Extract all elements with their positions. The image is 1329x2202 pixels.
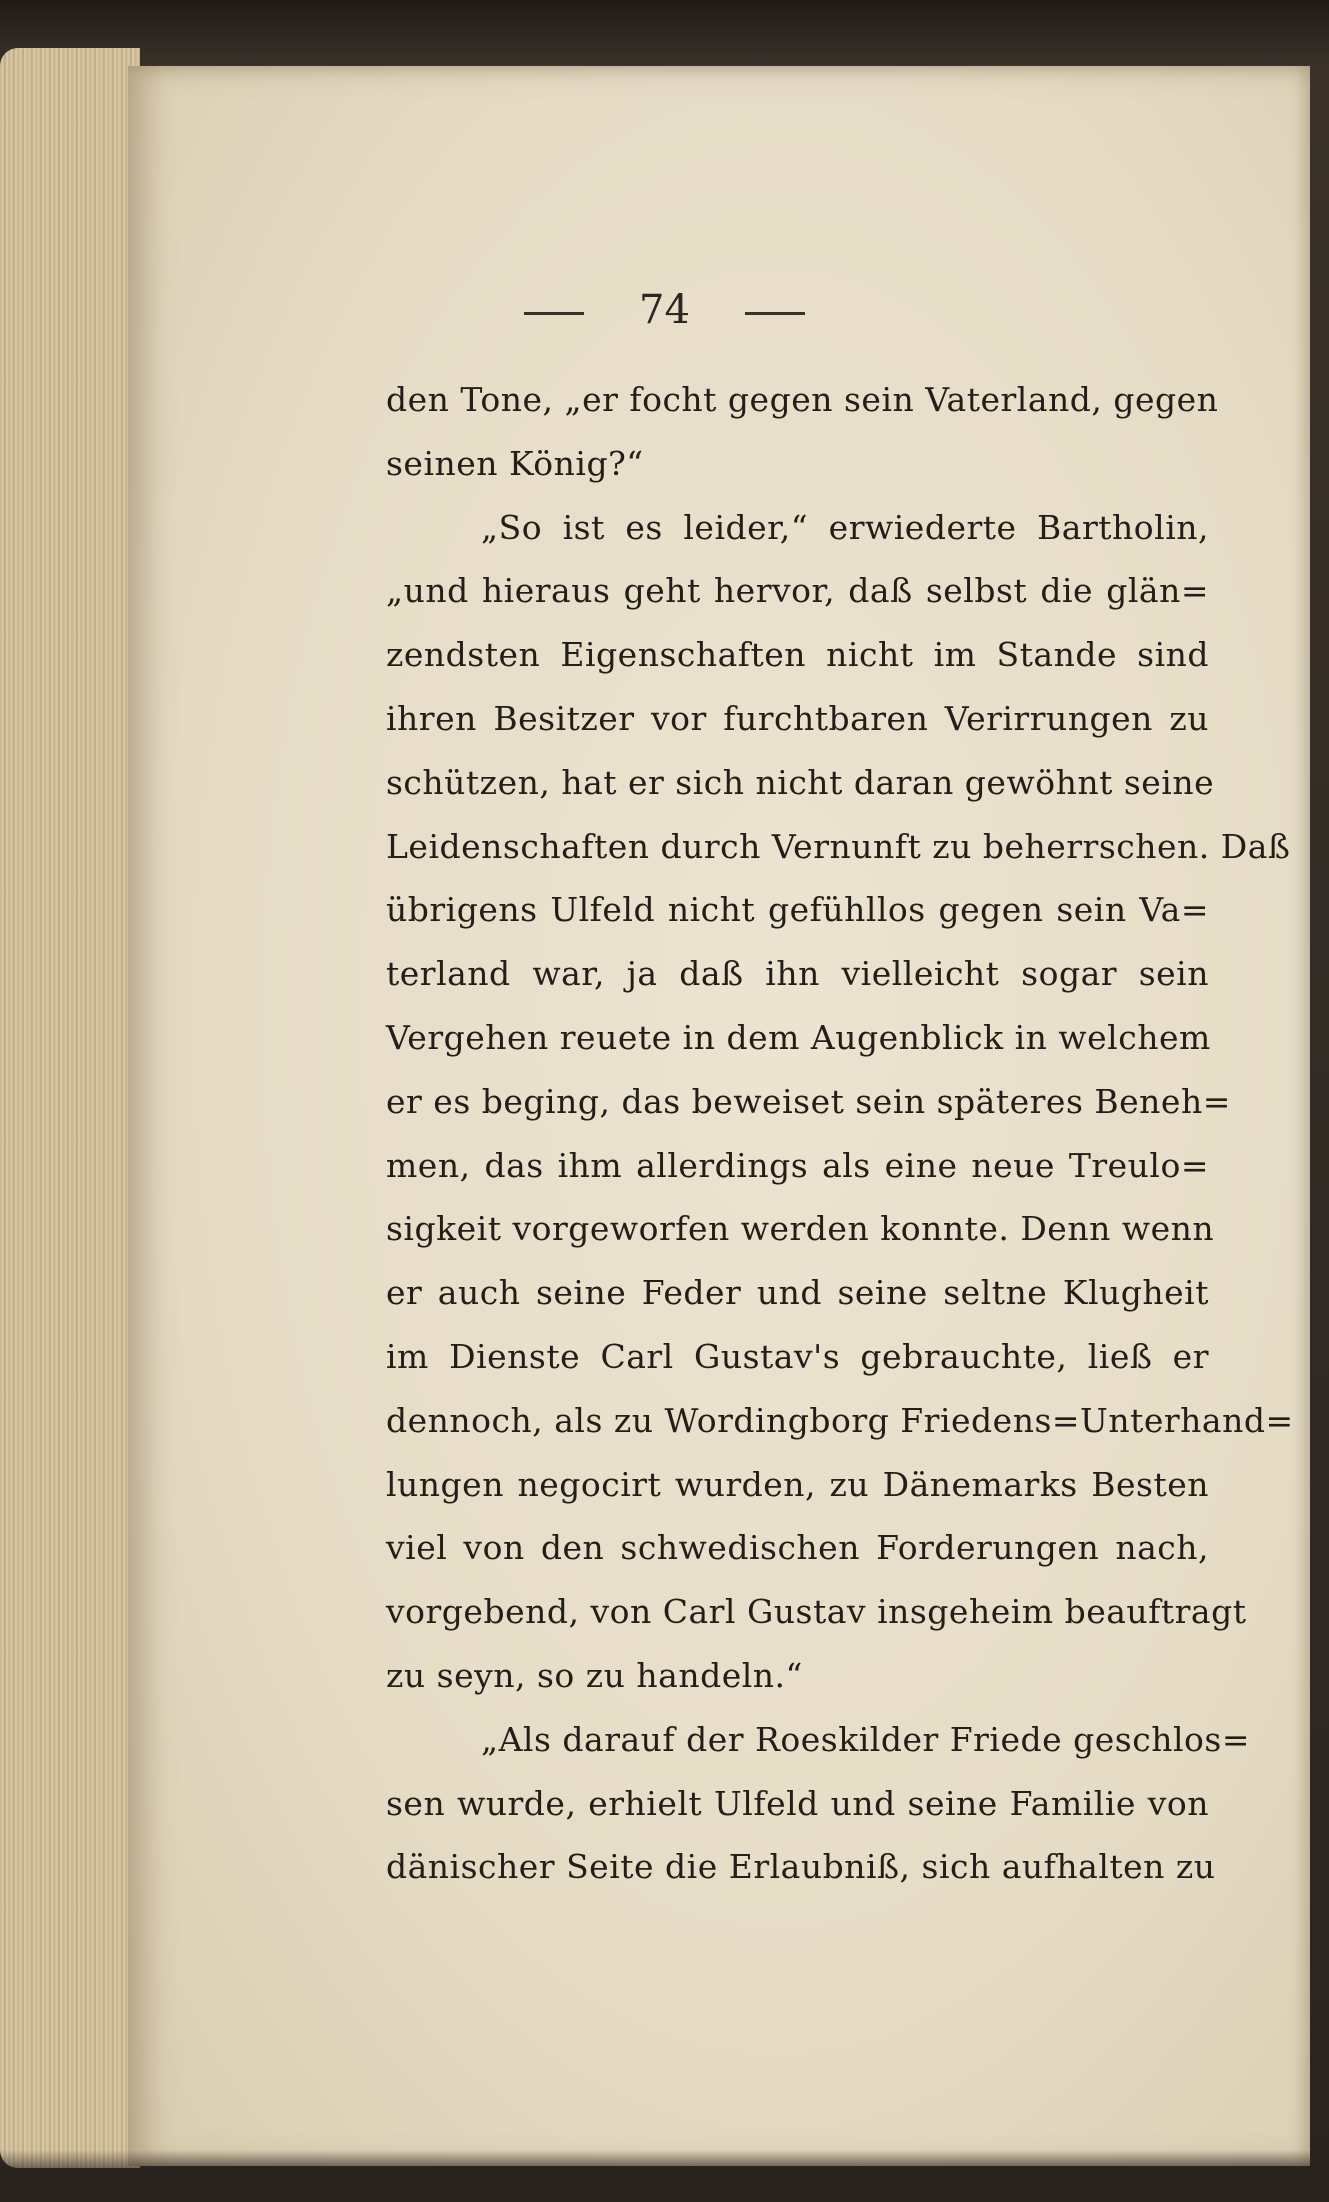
- text-line: zendsten Eigenschaften nicht im Stande sind: [386, 635, 1209, 675]
- scan-bottom-edge: [0, 2150, 1329, 2202]
- text-line: Leidenschaften durch Vernunft zu beherrschen. Daß: [386, 826, 1291, 866]
- text-line: „Als darauf der Roeskilder Friede geschlos=: [481, 1719, 1250, 1759]
- text-line: zu seyn, so zu handeln.“: [386, 1655, 803, 1695]
- text-line: „So ist es leider,“ erwiederte Bartholin,: [481, 507, 1209, 547]
- text-line: schützen, hat er sich nicht daran gewöhnt seine: [386, 762, 1215, 802]
- body-text: [386, 368, 1294, 1899]
- header-dash-left: [524, 312, 584, 315]
- text-line: dänischer Seite die Erlaubniß, sich aufhalten zu: [386, 1847, 1216, 1887]
- text-line: sen wurde, erhielt Ulfeld und seine Familie von: [386, 1783, 1209, 1823]
- text-line: lungen negocirt wurden, zu Dänemarks Besten: [386, 1464, 1209, 1504]
- text-line: viel von den schwedischen Forderungen nach,: [386, 1528, 1209, 1568]
- text-line: er auch seine Feder und seine seltne Klugheit: [386, 1273, 1209, 1313]
- text-line: men, das ihm allerdings als eine neue Treulo=: [386, 1145, 1209, 1185]
- text-line: Vergehen reuete in dem Augenblick in welchem: [386, 1017, 1211, 1057]
- text-line: dennoch, als zu Wordingborg Friedens=Unterhand=: [386, 1400, 1294, 1440]
- text-line: „und hieraus geht hervor, daß selbst die glän=: [386, 571, 1209, 611]
- book-page-edges: [0, 48, 140, 2168]
- text-line: terland war, ja daß ihn vielleicht sogar sein: [386, 954, 1209, 994]
- text-line: seinen König?“: [386, 443, 644, 483]
- text-line: im Dienste Carl Gustav's gebrauchte, ließ er: [386, 1336, 1209, 1376]
- text-line: sigkeit vorgeworfen werden konnte. Denn wenn: [386, 1209, 1215, 1249]
- text-line: er es beging, das beweiset sein späteres Beneh=: [386, 1081, 1231, 1121]
- text-line: den Tone, „er focht gegen sein Vaterland, gegen: [386, 380, 1219, 419]
- page-header: [0, 280, 1329, 340]
- text-line: ihren Besitzer vor furchtbaren Verirrungen zu: [386, 698, 1209, 738]
- text-line: vorgebend, von Carl Gustav insgeheim beauftragt: [386, 1592, 1247, 1632]
- header-dash-right: [745, 312, 805, 315]
- text-line: übrigens Ulfeld nicht gefühllos gegen sein Va=: [386, 890, 1209, 930]
- page-number: 74: [639, 287, 690, 333]
